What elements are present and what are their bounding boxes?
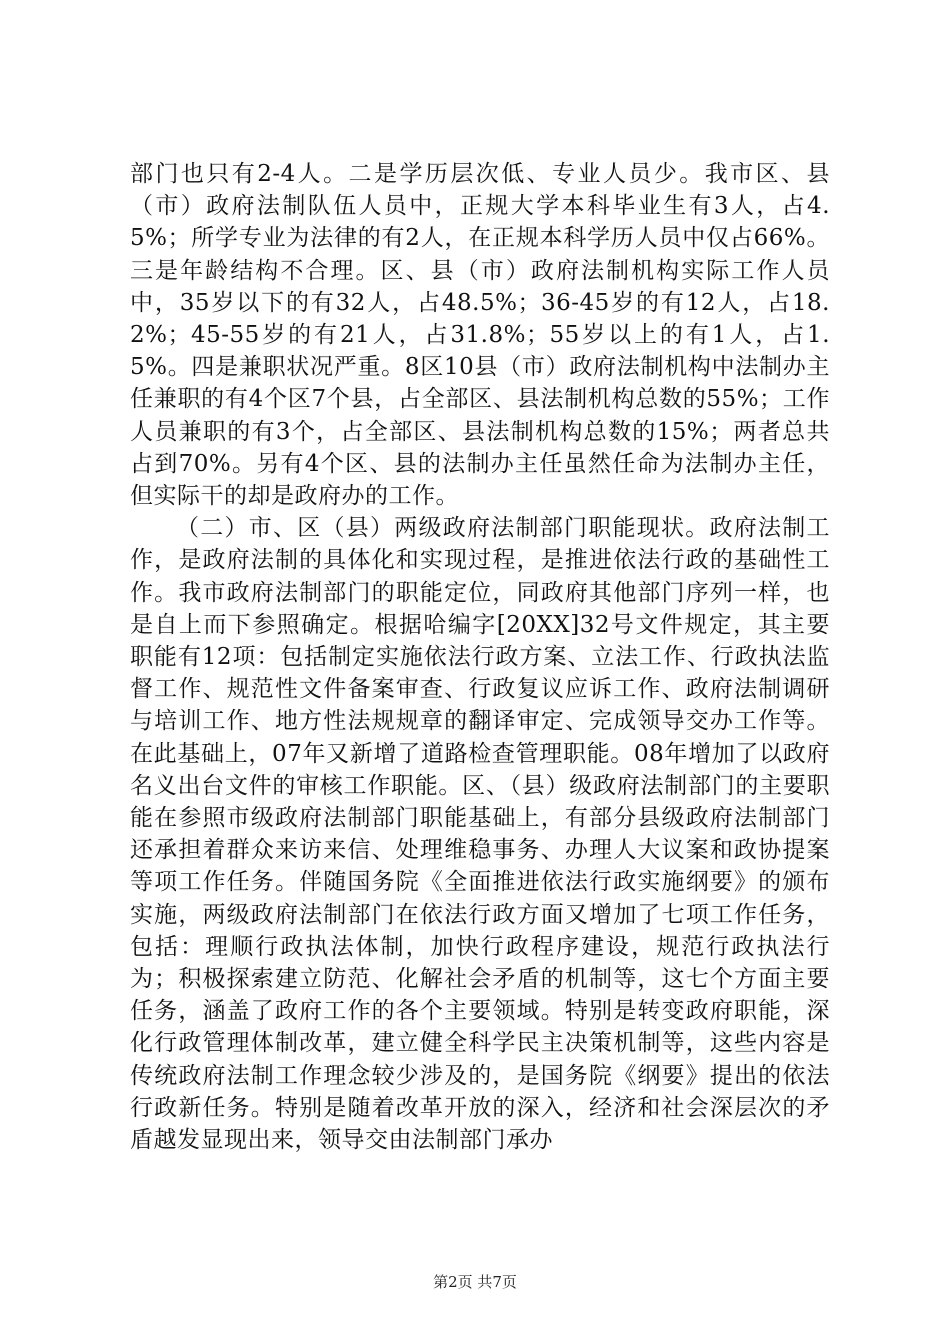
paragraph-staffing-status: 部门也只有2-4人。二是学历层次低、专业人员少。我市区、县（市）政府法制队伍人员中，正规大学本科毕业生有3人，占4.5%；所学专业为法律的有2人，在正规本科学历人员中仅占66%。三是年龄结构不合理。区、县（市）政府法制机构实际工作人员中，35岁以下的有32人，占48.5%；36-45岁的有12人，占18.2%；45-55岁的有21人，占31.8%；55岁以上的有1人，占1.5%。四是兼职状况严重。8区10县（市）政府法制机构中法制办主任兼职的有4个区7个县，占全部区、县法制机构总数的55%；工作人员兼职的有3个，占全部区、县法制机构总数的15%；两者总共占到70%。另有4个区、县的法制办主任虽然任命为法制办主任，但实际干的却是政府办的工作。 [130, 161, 830, 510]
document-body [130, 158, 830, 1156]
paragraph-functions-status: （二）市、区（县）两级政府法制部门职能现状。政府法制工作，是政府法制的具体化和实现过程，是推进依法行政的基础性工作。我市政府法制部门的职能定位，同政府其他部门序列一样，也是自上而下参照确定。根据哈编字[20XX]32号文件规定，其主要职能有12项：包括制定实施依法行政方案、立法工作、行政执法监督工作、规范性文件备案审查、行政复议应诉工作、政府法制调研与培训工作、地方性法规规章的翻译审定、完成领导交办工作等。在此基础上，07年又新增了道路检查管理职能。08年增加了以政府名义出台文件的审核工作职能。区、（县）级政府法制部门的主要职能在参照市级政府法制部门职能基础上，有部分县级政府法制部门还承担着群众来访来信、处理维稳事务、办理人大议案和政协提案等项工作任务。伴随国务院《全面推进依法行政实施纲要》的颁布实施，两级政府法制部门在依法行政方面又增加了七项工作任务，包括：理顺行政执法体制，加快行政程序建设，规范行政执法行为；积极探索建立防范、化解社会矛盾的机制等，这七个方面主要任务，涵盖了政府工作的各个主要领域。特别是转变政府职能，深化行政管理体制改革，建立健全科学民主决策机制等，这些内容是传统政府法制工作理念较少涉及的，是国务院《纲要》提出的依法行政新任务。特别是随着改革开放的深入，经济和社会深层次的矛盾越发显现出来，领导交由法制部门承办 [130, 515, 830, 1154]
page-footer: 第2页 共7页 [433, 1273, 517, 1291]
